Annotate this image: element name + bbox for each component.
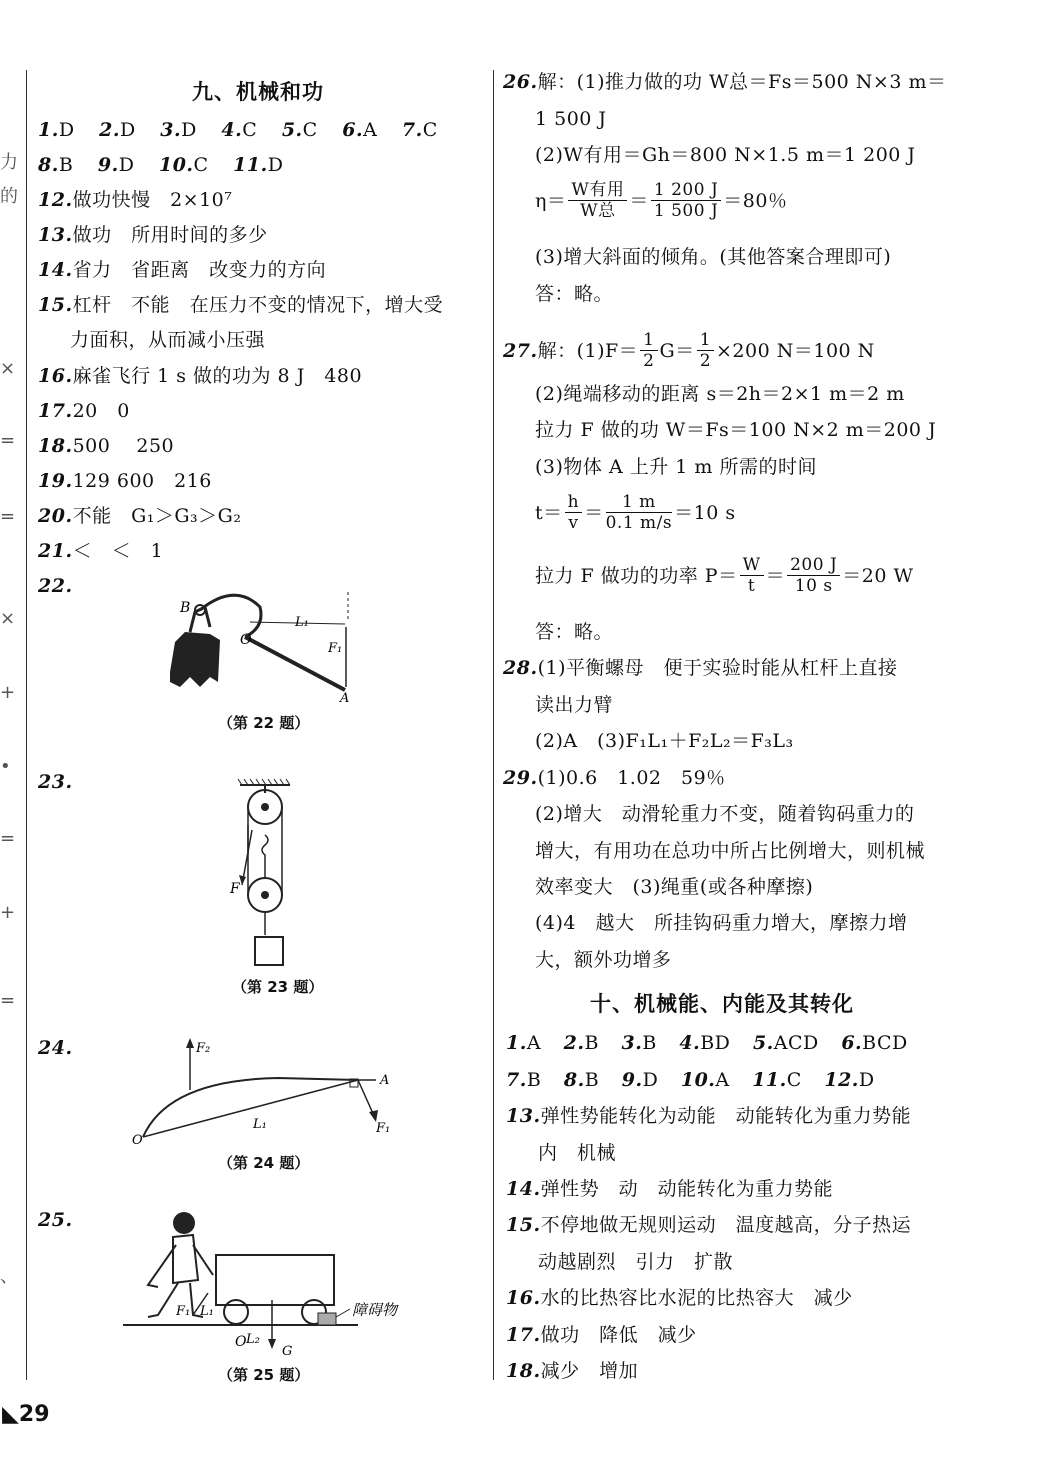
answer-line xyxy=(38,293,443,317)
fraction xyxy=(640,330,657,371)
q-num: 12. xyxy=(38,189,73,211)
arrowhead xyxy=(239,875,246,885)
answer-line xyxy=(538,1250,733,1274)
q-ans: D xyxy=(181,119,197,141)
label-f: F xyxy=(230,881,240,897)
label-f1: F₁ xyxy=(376,1121,391,1136)
q-ans: 129 600 216 xyxy=(72,470,212,492)
q27-p xyxy=(535,555,914,596)
lever-arm xyxy=(190,607,210,632)
q-ans: C xyxy=(242,119,258,141)
q-ans: BCD xyxy=(862,1032,908,1054)
q-num: 4. xyxy=(221,119,243,141)
answer-line xyxy=(38,223,268,247)
arrowhead xyxy=(186,1038,194,1048)
q-num: 16. xyxy=(38,365,73,387)
q-ans: B xyxy=(584,1069,600,1091)
q-num: 24. xyxy=(38,1037,73,1059)
q-ans: B xyxy=(58,154,74,176)
q-num: 15. xyxy=(506,1214,541,1236)
q-num: 23. xyxy=(38,771,73,793)
q-num: 6. xyxy=(342,119,364,141)
q-num: 29. xyxy=(503,767,538,789)
q26-eta xyxy=(535,180,787,221)
denominator: 0.1 m/s xyxy=(605,513,673,533)
mc-row-s10-1 xyxy=(506,1031,908,1055)
q27-line xyxy=(503,330,875,371)
t-lhs: t＝ xyxy=(535,501,563,524)
equals: ＝ xyxy=(629,189,649,212)
denominator: v xyxy=(568,513,579,533)
q-num: 17. xyxy=(506,1324,541,1346)
q-num: 19. xyxy=(38,470,73,492)
answer-line xyxy=(506,1177,833,1201)
p-lhs: 拉力 F 做功的功率 P＝ xyxy=(535,564,738,587)
fraction xyxy=(606,492,673,533)
q26-line xyxy=(503,70,946,94)
caption-23: （第 23 题） xyxy=(232,978,324,996)
label-o: O xyxy=(235,1334,247,1350)
q26-line: 答：略。 xyxy=(535,283,614,305)
q27-line: (2)绳端移动的距离 s＝2h＝2×1 m＝2 m xyxy=(535,383,905,405)
q-num: 5. xyxy=(752,1032,774,1054)
numerator: 1 m xyxy=(606,492,673,513)
q-ans: ＜ ＜ 1 xyxy=(72,540,164,562)
mc-row-2 xyxy=(38,153,283,177)
q29-line: 增大，有用功在总功中所占比例增大，则机械 xyxy=(535,840,926,862)
q-ans: 做功 所用时间的多少 xyxy=(72,224,268,246)
denominator: t xyxy=(747,576,756,596)
obstacle-block xyxy=(318,1313,336,1325)
figure-23 xyxy=(228,775,308,970)
q-ans: 不能 G₁＞G₃＞G₂ xyxy=(72,505,242,527)
arrowhead xyxy=(268,1339,276,1349)
denominator: 2 xyxy=(643,351,655,371)
answer-line xyxy=(38,574,73,598)
q-num: 15. xyxy=(38,294,73,316)
q28-line: 读出力臂 xyxy=(535,694,614,716)
q-ans: 力面积，从而减小压强 xyxy=(70,329,266,351)
q-ans: D xyxy=(58,119,75,141)
left-divider xyxy=(26,70,27,1380)
equals: ＝ xyxy=(584,501,604,524)
margin-mark: • xyxy=(0,756,11,777)
numerator: W有用 xyxy=(568,180,627,201)
q-ans: 麻雀飞行 1 s 做的功为 8 J 480 xyxy=(72,365,363,387)
corner-icon: ◣ xyxy=(2,1402,19,1427)
q-text: 解：(1)推力做的功 W总＝Fs＝500 N×3 m＝ xyxy=(537,71,947,93)
q-num: 20. xyxy=(38,505,73,527)
answer-line xyxy=(538,1141,616,1165)
margin-mark: = xyxy=(0,990,16,1011)
q-ans: ACD xyxy=(773,1032,819,1054)
person-body xyxy=(173,1235,198,1283)
q-num: 4. xyxy=(679,1032,701,1054)
answer-line xyxy=(70,328,265,352)
label-l2: L₂ xyxy=(246,1332,260,1347)
fraction xyxy=(740,555,764,596)
caption-22: （第 22 题） xyxy=(218,714,310,732)
answer-line xyxy=(506,1323,697,1347)
q-num: 2. xyxy=(563,1032,585,1054)
cart-wheel xyxy=(224,1300,248,1324)
q-num: 11. xyxy=(233,154,268,176)
q-ans: 杠杆 不能 在压力不变的情况下，增大受 xyxy=(72,294,444,316)
answer-line xyxy=(506,1213,911,1237)
t-result: ＝10 s xyxy=(674,501,736,524)
label-l1: L₁ xyxy=(200,1304,214,1319)
q-num: 5. xyxy=(281,119,303,141)
mc-row-s10-2 xyxy=(506,1068,875,1092)
caption-24: （第 24 题） xyxy=(218,1154,310,1172)
label-a: A xyxy=(380,1073,390,1088)
q-num: 12. xyxy=(824,1069,859,1091)
q27-line: 答：略。 xyxy=(535,621,614,643)
q-num: 9. xyxy=(97,154,119,176)
denominator: 2 xyxy=(699,351,712,371)
answer-line xyxy=(38,258,326,282)
denominator: W总 xyxy=(580,201,616,221)
margin-mark: 、 xyxy=(0,1266,18,1287)
q27-line: 拉力 F 做的功 W＝Fs＝100 N×2 m＝200 J xyxy=(535,419,937,441)
answer-line xyxy=(38,469,212,493)
margin-mark: = xyxy=(0,430,16,451)
q-ans: B xyxy=(584,1032,599,1054)
q-num: 13. xyxy=(506,1105,541,1127)
q-num: 11. xyxy=(752,1069,787,1091)
q-ans: 弹性势能转化为动能 动能转化为重力势能 xyxy=(540,1105,912,1127)
q-ans: A xyxy=(363,119,378,141)
q-num: 1. xyxy=(506,1032,527,1054)
q-ans: C xyxy=(302,119,318,141)
label-f1: F₁ xyxy=(176,1304,191,1319)
q-num: 26. xyxy=(503,71,538,93)
q-num: 14. xyxy=(506,1178,541,1200)
label-obstacle: 障碍物 xyxy=(352,1301,398,1319)
numerator: 1 200 J xyxy=(651,180,721,201)
q-num: 8. xyxy=(38,154,59,176)
fraction xyxy=(697,330,714,371)
answer-line xyxy=(38,504,241,528)
lever-bottom xyxy=(143,1080,358,1137)
section-9-title: 九、机械和功 xyxy=(192,80,324,104)
q26-line: (3)增大斜面的倾角。(其他答案合理即可) xyxy=(535,246,892,268)
answer-line xyxy=(38,399,130,423)
q-text: 解：(1)F＝ xyxy=(537,339,639,362)
q-ans: 内 机械 xyxy=(538,1142,617,1164)
q-ans: B xyxy=(642,1032,657,1054)
margin-mark: = xyxy=(0,506,16,527)
margin-mark: + xyxy=(0,682,16,703)
equals: ＝ xyxy=(765,564,786,587)
q-ans: A xyxy=(715,1069,730,1091)
q-ans: BD xyxy=(700,1032,731,1054)
q-ans: 做功快慢 2×10⁷ xyxy=(72,189,233,211)
eta-result: ＝80％ xyxy=(723,189,788,212)
cart-body xyxy=(216,1255,334,1305)
q28-line: (2)A (3)F₁L₁＋F₂L₂＝F₃L₃ xyxy=(535,730,794,752)
q-num: 28. xyxy=(503,657,538,679)
figure-22 xyxy=(150,582,370,707)
q-num: 7. xyxy=(506,1069,527,1091)
q-ans: D xyxy=(118,154,135,176)
q27-t xyxy=(535,492,736,533)
numerator: W xyxy=(740,555,764,576)
q-ans: 减少 增加 xyxy=(540,1360,639,1382)
q-ans: 动越剧烈 引力 扩散 xyxy=(538,1251,734,1273)
figure-24 xyxy=(128,1032,398,1144)
hook xyxy=(262,835,268,878)
margin-mark: × xyxy=(0,608,16,629)
numerator: 1 xyxy=(640,330,657,351)
q28-line xyxy=(503,656,897,680)
q26-line: (2)W有用＝Gh＝800 N×1.5 m＝1 200 J xyxy=(535,144,916,166)
answer-line xyxy=(38,434,174,458)
q-num: 10. xyxy=(680,1069,716,1091)
q-num: 6. xyxy=(841,1032,863,1054)
q-ans: D xyxy=(642,1069,659,1091)
q-text: (1)0.6 1.02 59％ xyxy=(537,767,726,789)
tree-stump xyxy=(170,632,220,687)
q-ans: C xyxy=(422,119,438,141)
numerator: 200 J xyxy=(787,555,840,576)
q-num: 25. xyxy=(38,1209,73,1231)
caption-25: （第 25 题） xyxy=(218,1366,310,1384)
fraction xyxy=(651,180,721,221)
q-num: 22. xyxy=(38,575,73,597)
q-num: 17. xyxy=(38,400,73,422)
q-ans: 弹性势 动 动能转化为重力势能 xyxy=(540,1178,834,1200)
pulley-axle xyxy=(261,803,269,811)
label-a: A xyxy=(340,691,350,706)
fraction xyxy=(568,180,627,221)
q-text: ×200 N＝100 N xyxy=(716,339,875,362)
page-number-text: 29 xyxy=(18,1402,50,1427)
q-num: 8. xyxy=(563,1069,585,1091)
label-f1: F₁ xyxy=(328,641,343,656)
fraction xyxy=(565,492,582,533)
margin-mark: 的 xyxy=(0,186,18,207)
label-l1: L₁ xyxy=(253,1117,267,1132)
q-ans: 500 250 xyxy=(72,435,175,457)
q-num: 3. xyxy=(160,119,182,141)
margin-mark: 力 xyxy=(0,152,18,173)
q-num: 1. xyxy=(38,119,59,141)
q29-line: 效率变大 (3)绳重(或各种摩擦) xyxy=(535,876,814,898)
margin-mark: × xyxy=(0,358,16,379)
label-g: G xyxy=(282,1344,293,1359)
mc-row-1 xyxy=(38,118,438,142)
fraction xyxy=(787,555,840,596)
q-ans: 20 0 xyxy=(72,400,130,422)
q-ans: D xyxy=(267,154,284,176)
label-b: B xyxy=(180,600,191,616)
weight-block xyxy=(255,937,283,965)
q-num: 21. xyxy=(38,540,73,562)
q29-line: (2)增大 动滑轮重力不变，随着钩码重力的 xyxy=(535,803,915,825)
q-ans: 不停地做无规则运动 温度越高，分子热运 xyxy=(540,1214,912,1236)
answer-line xyxy=(38,188,232,212)
q-num: 18. xyxy=(506,1360,541,1382)
q-num: 2. xyxy=(99,119,120,141)
q-ans: D xyxy=(119,119,136,141)
center-divider xyxy=(493,70,494,1380)
q-num: 3. xyxy=(621,1032,643,1054)
figure-25 xyxy=(118,1205,418,1360)
q-ans: 省力 省距离 改变力的方向 xyxy=(72,259,327,281)
q-num: 7. xyxy=(401,119,423,141)
q29-line: 大，额外功增多 xyxy=(535,949,672,971)
q26-line: 1 500 J xyxy=(535,108,607,130)
q-ans: D xyxy=(858,1069,875,1091)
q-num: 9. xyxy=(621,1069,643,1091)
q-ans: C xyxy=(193,154,209,176)
answer-line xyxy=(506,1286,853,1310)
denominator: 10 s xyxy=(794,576,833,596)
q29-line xyxy=(503,766,726,790)
margin-mark: = xyxy=(0,828,16,849)
label-l1: L₁ xyxy=(295,615,309,630)
denominator: 1 500 J xyxy=(653,201,719,221)
label-o: O xyxy=(240,632,252,648)
q-num: 27. xyxy=(503,339,538,362)
label-f2: F₂ xyxy=(196,1041,211,1056)
q-num: 16. xyxy=(506,1287,541,1309)
q-text: (1)平衡螺母 便于实验时能从杠杆上直接 xyxy=(537,657,898,679)
q29-line: (4)4 越大 所挂钩码重力增大，摩擦力增 xyxy=(535,912,908,934)
q-ans: C xyxy=(786,1069,802,1091)
q-ans: B xyxy=(526,1069,542,1091)
q27-line: (3)物体 A 上升 1 m 所需的时间 xyxy=(535,456,817,478)
answer-line xyxy=(506,1104,911,1128)
answer-line xyxy=(506,1359,638,1383)
eta-lhs: η＝ xyxy=(535,189,567,212)
q-ans: 水的比热容比水泥的比热容大 减少 xyxy=(540,1287,853,1309)
q-ans: A xyxy=(526,1032,542,1054)
q-ans: 做功 降低 减少 xyxy=(540,1324,697,1346)
page-number xyxy=(2,1402,50,1427)
answer-line xyxy=(38,539,163,563)
margin-mark: + xyxy=(0,902,16,923)
person-head xyxy=(173,1212,195,1234)
p-result: ＝20 W xyxy=(842,564,914,587)
answer-line xyxy=(38,364,362,388)
q-text: G＝ xyxy=(659,339,695,362)
leader-line xyxy=(336,1309,350,1317)
section-10-title: 十、机械能、内能及其转化 xyxy=(590,992,854,1016)
q-num: 13. xyxy=(38,224,73,246)
label-o: O xyxy=(132,1133,143,1144)
handle-curve xyxy=(200,595,261,637)
numerator: h xyxy=(565,492,582,513)
q-num: 10. xyxy=(158,154,194,176)
numerator: 1 xyxy=(697,330,714,351)
pulley-axle xyxy=(261,891,269,899)
q-num: 18. xyxy=(38,435,73,457)
q-num: 14. xyxy=(38,259,73,281)
